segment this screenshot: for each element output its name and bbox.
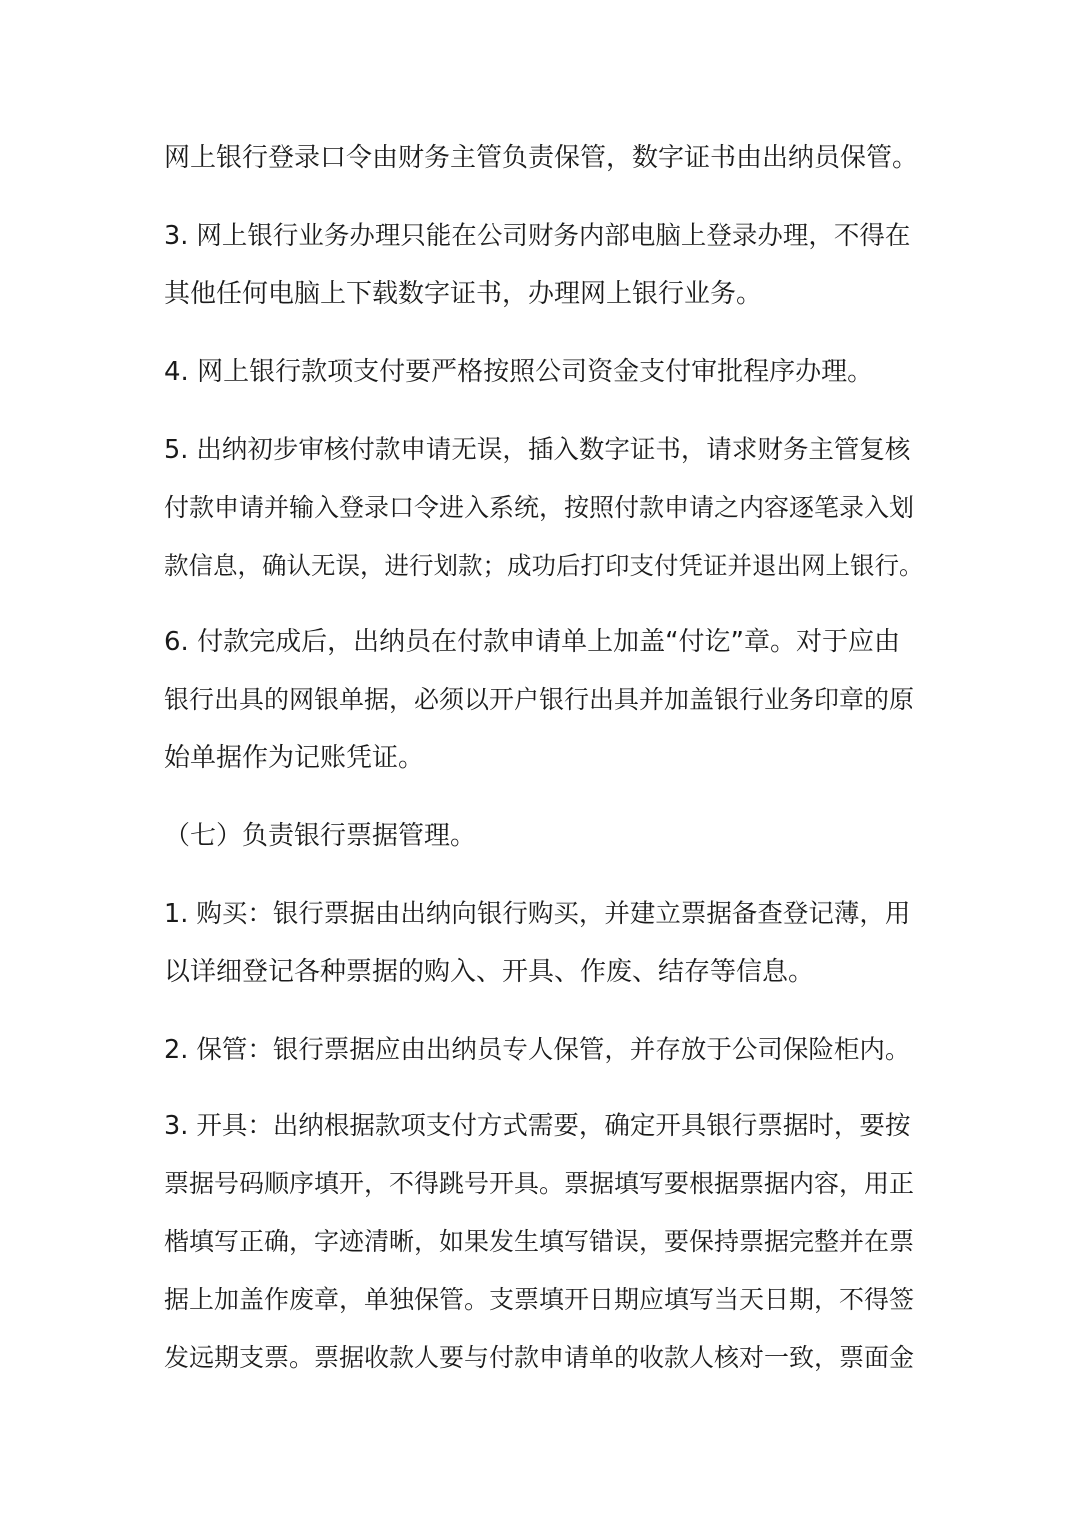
text-line: 3. 开具：出纳根据款项支付方式需要，确定开具银行票据时，要按 (164, 1111, 911, 1141)
text-line: 发远期支票。票据收款人要与付款申请单的收款人核对一致，票面金 (164, 1343, 915, 1372)
text-line: 始单据作为记账凭证。 (164, 743, 425, 773)
text-line: 4. 网上银行款项支付要严格按照公司资金支付审批程序办理。 (164, 357, 874, 387)
text-line: 网上银行登录口令由财务主管负责保管，数字证书由出纳员保管。 (164, 143, 919, 173)
text-line: 6. 付款完成后，出纳员在付款申请单上加盖“付讫”章。对于应由 (164, 627, 901, 657)
text-line: 银行出具的网银单据，必须以开户银行出具并加盖银行业务印章的原 (164, 685, 915, 714)
text-line: 3. 网上银行业务办理只能在公司财务内部电脑上登录办理，不得在 (164, 221, 911, 251)
text-line: 楷填写正确，字迹清晰，如果发生填写错误，要保持票据完整并在票 (164, 1227, 915, 1256)
text-line: 1. 购买：银行票据由出纳向银行购买，并建立票据备查登记薄，用 (164, 899, 911, 929)
text-line: 5. 出纳初步审核付款申请无误，插入数字证书，请求财务主管复核 (164, 435, 911, 465)
text-line: 其他任何电脑上下载数字证书，办理网上银行业务。 (164, 279, 763, 309)
text-line: 款信息，确认无误，进行划款；成功后打印支付凭证并退出网上银行。 (164, 551, 924, 580)
text-line: 以详细登记各种票据的购入、开具、作废、结存等信息。 (164, 957, 815, 987)
section-heading: （七）负责银行票据管理。 (164, 821, 477, 851)
text-line: 付款申请并输入登录口令进入系统，按照付款申请之内容逐笔录入划 (164, 493, 915, 522)
text-line: 据上加盖作废章，单独保管。支票填开日期应填写当天日期，不得签 (164, 1285, 915, 1314)
text-line: 票据号码顺序填开，不得跳号开具。票据填写要根据票据内容，用正 (164, 1169, 915, 1198)
text-line: 2. 保管：银行票据应由出纳员专人保管，并存放于公司保险柜内。 (164, 1035, 911, 1065)
